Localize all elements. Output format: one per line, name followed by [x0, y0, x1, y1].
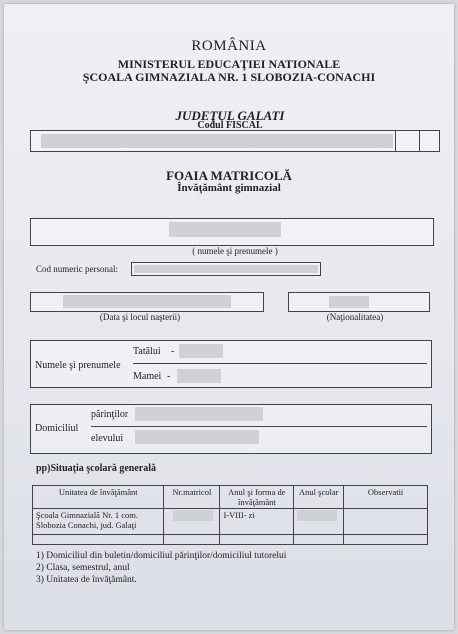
redacted-area — [297, 510, 337, 521]
redacted-area — [179, 344, 223, 358]
col-header: Observatii — [344, 486, 428, 509]
parents-box — [30, 340, 432, 388]
table-header-row — [33, 486, 428, 509]
redacted-area — [134, 265, 318, 273]
table-cell: I-VIII- zi — [220, 509, 294, 535]
field-divider — [395, 131, 396, 151]
col-header: Anul şcolar — [294, 486, 344, 509]
redacted-area — [63, 295, 231, 308]
footnote: 2) Clasa, semestrul, anul — [36, 563, 130, 573]
father-label: Tatălui — [133, 346, 161, 357]
country-heading: ROMÂNIA — [191, 38, 267, 54]
redacted-area — [135, 430, 259, 444]
col-header: Nr.matricol — [164, 486, 220, 509]
school-situation-table — [32, 485, 428, 545]
table-cell — [344, 535, 428, 545]
redacted-area — [169, 222, 281, 237]
footnote: 1) Domiciliul din buletin/domiciliul părinţilor/domiciliul tutorelui — [36, 551, 287, 561]
redacted-area — [135, 407, 263, 421]
parents-label: Numele şi prenumele — [35, 360, 121, 371]
section-title: pp)Situaţia şcolară generală — [36, 463, 156, 474]
document-title: FOAIA MATRICOLĂ — [166, 168, 292, 183]
footnote: 3) Unitatea de învăţământ. — [36, 575, 137, 585]
field-divider — [419, 131, 420, 151]
col-header: Anul şi forma de învăţământ — [220, 486, 294, 509]
domicile-student-label: elevului — [91, 433, 124, 444]
domicile-parents-label: părinţilor — [91, 409, 129, 420]
document-subtitle: Învăţământ gimnazial — [177, 182, 281, 194]
nationality-caption: (Naţionalitatea) — [326, 312, 384, 322]
father-dash: - — [171, 346, 175, 357]
fiscal-code-label: Codul FISCAL — [197, 120, 263, 131]
student-name-field — [30, 218, 434, 246]
county-heading: JUDEŢUL GALATI — [175, 108, 285, 123]
school-heading: ŞCOALA GIMNAZIALA NR. 1 SLOBOZIA-CONACHI — [82, 70, 376, 84]
redacted-area — [177, 369, 221, 383]
table-cell — [33, 535, 164, 545]
cnp-label: Cod numeric personal: — [36, 264, 118, 274]
domicile-label: Domiciliul — [35, 423, 79, 434]
redacted-area — [173, 510, 213, 521]
table-cell — [164, 509, 220, 535]
birth-caption: (Data şi locul naşterii) — [99, 312, 181, 322]
domicile-box — [30, 404, 432, 454]
table-cell — [294, 535, 344, 545]
ministry-heading: MINISTERUL EDUCAŢIEI NATIONALE — [117, 57, 341, 71]
table-row — [33, 509, 428, 535]
nationality-field — [288, 292, 430, 312]
birth-field — [30, 292, 264, 312]
table-cell — [220, 535, 294, 545]
redacted-area — [329, 296, 369, 308]
table-cell — [344, 509, 428, 535]
col-header: Unitatea de învăţământ — [33, 486, 164, 509]
redacted-area — [41, 134, 393, 148]
table-row — [33, 535, 428, 545]
separator-line — [133, 363, 427, 364]
fiscal-code-field — [30, 130, 440, 152]
name-caption: ( numele şi prenumele ) — [192, 246, 278, 256]
table-cell — [164, 535, 220, 545]
separator-line — [91, 426, 427, 427]
cnp-field — [131, 262, 321, 276]
mother-label: Mamei — [133, 371, 162, 382]
mother-dash: - — [167, 371, 171, 382]
table-cell: Şcoala Gimnazială Nr. 1 com. Slobozia Conachi, jud. Galaţi — [33, 509, 164, 535]
table-cell — [294, 509, 344, 535]
